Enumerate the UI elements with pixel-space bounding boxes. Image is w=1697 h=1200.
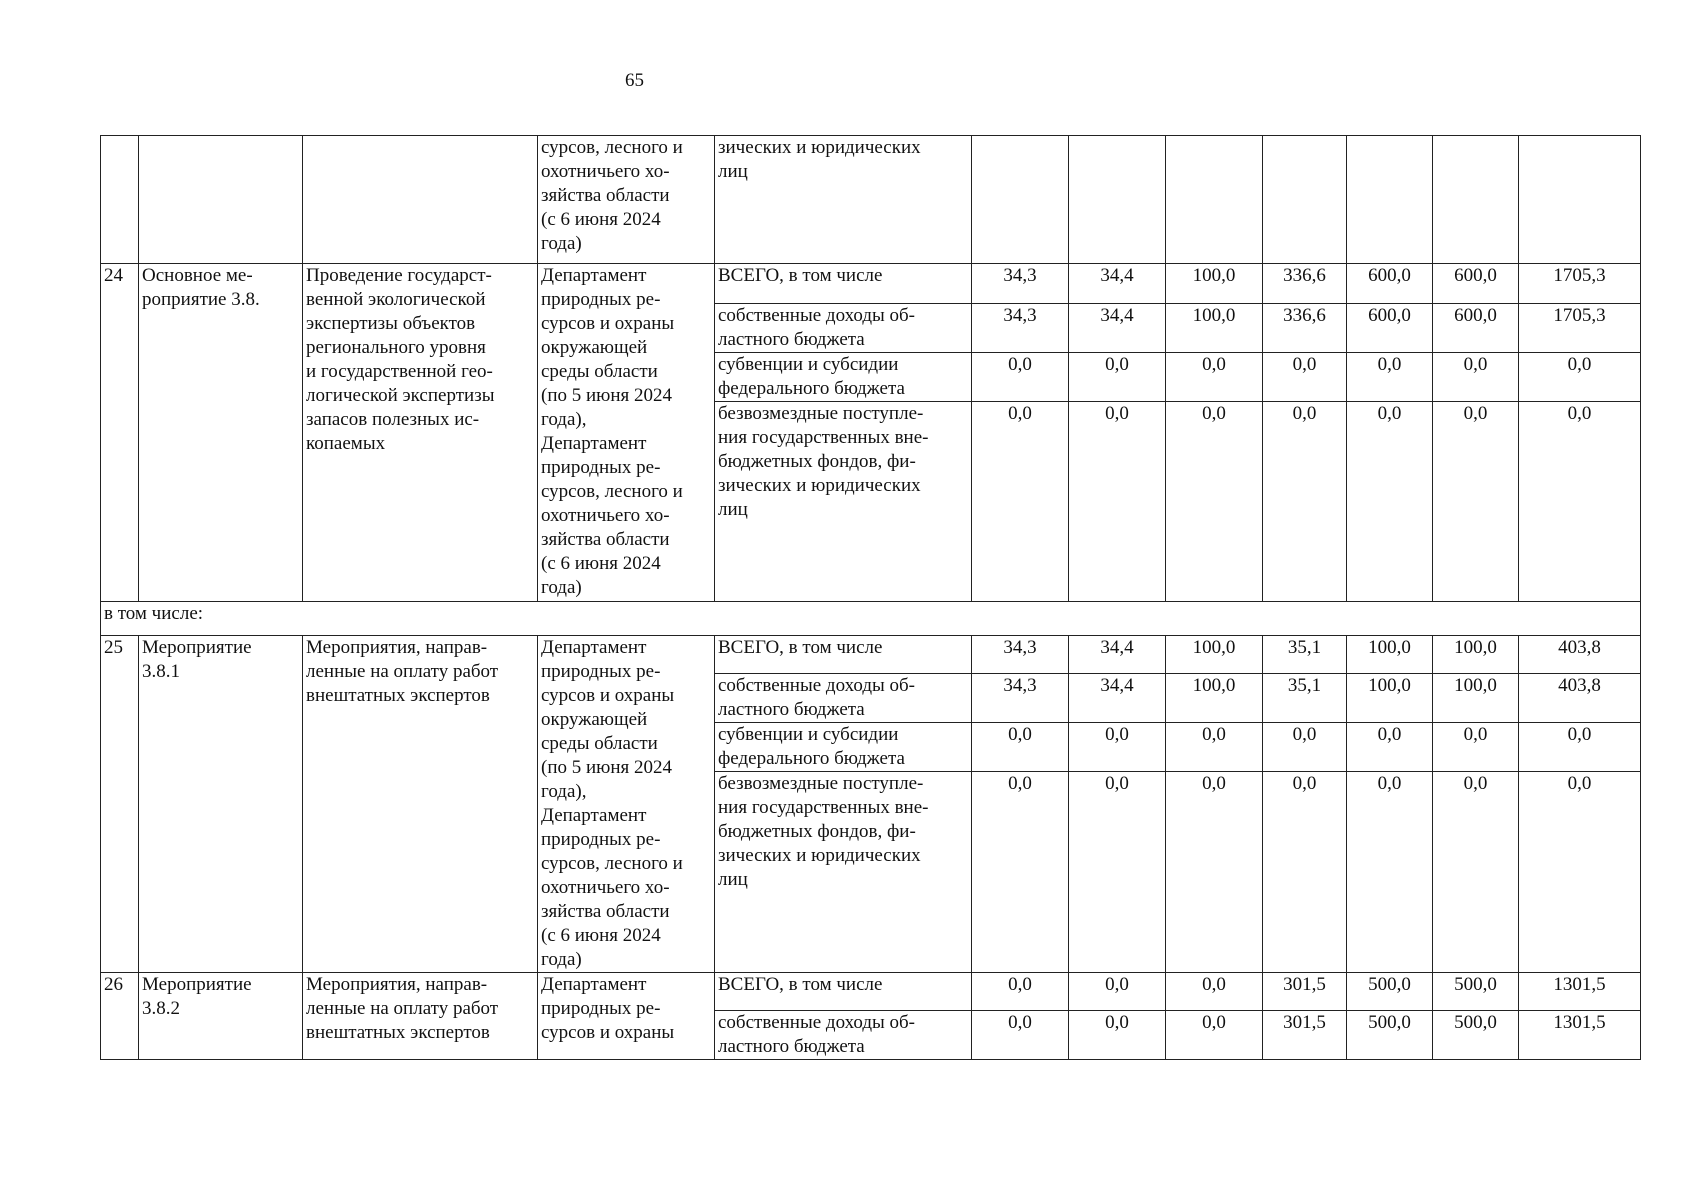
cell-value: 0,0 (1166, 402, 1263, 602)
cell-value: 0,0 (1263, 353, 1347, 402)
continuation-row (101, 136, 1641, 264)
cell-value: 1301,5 (1519, 973, 1641, 1011)
cell-value: 600,0 (1433, 304, 1519, 353)
cell-value: 0,0 (1347, 353, 1433, 402)
cell-value: 500,0 (1433, 1011, 1519, 1060)
cell-value (972, 136, 1069, 264)
cell-funding-source: субвенции и субсидии федерального бюджета (715, 723, 972, 772)
cell-measure (139, 136, 303, 264)
cell-funding-source: ВСЕГО, в том числе (715, 264, 972, 304)
cell-value: 600,0 (1347, 304, 1433, 353)
cell-value: 336,6 (1263, 264, 1347, 304)
cell-value: 34,4 (1069, 304, 1166, 353)
cell-funding-source: ВСЕГО, в том числе (715, 636, 972, 674)
cell-value: 0,0 (972, 772, 1069, 973)
cell-value: 35,1 (1263, 674, 1347, 723)
cell-no (101, 136, 139, 264)
cell-value: 0,0 (1166, 772, 1263, 973)
cell-description (303, 136, 538, 264)
cell-value: 0,0 (1433, 723, 1519, 772)
cell-value: 1705,3 (1519, 264, 1641, 304)
cell-value: 34,4 (1069, 674, 1166, 723)
table-row (101, 264, 1641, 304)
cell-value: 403,8 (1519, 674, 1641, 723)
cell-value: 600,0 (1347, 264, 1433, 304)
cell-value: 1301,5 (1519, 1011, 1641, 1060)
including-label: в том числе: (101, 602, 1641, 636)
cell-value (1519, 136, 1641, 264)
page-number: 65 (625, 70, 644, 91)
cell-value: 0,0 (1433, 402, 1519, 602)
cell-value: 0,0 (1069, 402, 1166, 602)
cell-value: 100,0 (1166, 636, 1263, 674)
cell-value: 0,0 (1347, 723, 1433, 772)
cell-value: 0,0 (1069, 1011, 1166, 1060)
cell-value: 100,0 (1166, 304, 1263, 353)
cell-value: 0,0 (1069, 353, 1166, 402)
cell-funding-source: собственные доходы об- ластного бюджета (715, 674, 972, 723)
table-row (101, 973, 1641, 1011)
cell-funding-source: зических и юридических лиц (715, 136, 972, 264)
cell-description: Мероприятия, направ- ленные на оплату работ внештатных экспертов (303, 973, 538, 1060)
cell-value: 500,0 (1347, 973, 1433, 1011)
cell-value: 0,0 (1347, 402, 1433, 602)
cell-responsible: сурсов, лесного и охотничьего хо- зяйства области (с 6 июня 2024 года) (538, 136, 715, 264)
cell-value: 34,4 (1069, 264, 1166, 304)
cell-no: 24 (101, 264, 139, 602)
cell-value: 1705,3 (1519, 304, 1641, 353)
cell-value: 100,0 (1166, 674, 1263, 723)
budget-table (100, 135, 1641, 1060)
cell-value: 34,3 (972, 264, 1069, 304)
cell-no: 26 (101, 973, 139, 1060)
cell-measure: Мероприятие 3.8.1 (139, 636, 303, 973)
cell-value: 100,0 (1433, 636, 1519, 674)
cell-funding-source: собственные доходы об- ластного бюджета (715, 304, 972, 353)
cell-value: 34,3 (972, 304, 1069, 353)
cell-value: 0,0 (1519, 723, 1641, 772)
cell-value: 34,3 (972, 674, 1069, 723)
cell-value: 0,0 (1069, 973, 1166, 1011)
table-row (101, 636, 1641, 674)
cell-funding-source: безвозмездные поступле- ния государственных вне- бюджетных фондов, фи- зических и юридических лиц (715, 772, 972, 973)
cell-value (1347, 136, 1433, 264)
cell-no: 25 (101, 636, 139, 973)
cell-value: 0,0 (1433, 772, 1519, 973)
cell-value: 0,0 (972, 1011, 1069, 1060)
cell-value: 34,4 (1069, 636, 1166, 674)
cell-value: 403,8 (1519, 636, 1641, 674)
cell-value: 0,0 (1166, 1011, 1263, 1060)
cell-funding-source: ВСЕГО, в том числе (715, 973, 972, 1011)
cell-value: 0,0 (1263, 723, 1347, 772)
cell-responsible: Департамент природных ре- сурсов и охраны (538, 973, 715, 1060)
cell-value: 0,0 (972, 353, 1069, 402)
cell-value: 0,0 (1519, 402, 1641, 602)
cell-description: Проведение государст- венной экологической экспертизы объектов регионального уровня и государственной гео- логической экспертизы запасов полезных ис- копаемых (303, 264, 538, 602)
cell-value: 100,0 (1166, 264, 1263, 304)
cell-value: 301,5 (1263, 1011, 1347, 1060)
cell-value: 100,0 (1347, 674, 1433, 723)
cell-value: 0,0 (1519, 353, 1641, 402)
cell-value: 100,0 (1347, 636, 1433, 674)
cell-value: 0,0 (1263, 772, 1347, 973)
cell-value: 0,0 (1166, 723, 1263, 772)
cell-value: 100,0 (1433, 674, 1519, 723)
cell-value: 600,0 (1433, 264, 1519, 304)
cell-value: 34,3 (972, 636, 1069, 674)
cell-value: 0,0 (1069, 772, 1166, 973)
cell-description: Мероприятия, направ- ленные на оплату работ внештатных экспертов (303, 636, 538, 973)
cell-responsible: Департамент природных ре- сурсов и охраны окружающей среды области (по 5 июня 2024 года), Департамент природных ре- сурсов, лесного и охотничьего хо- зяйства области (с 6 июня 2024 года) (538, 264, 715, 602)
including-row (101, 602, 1641, 636)
cell-value: 500,0 (1433, 973, 1519, 1011)
cell-measure: Основное ме- роприятие 3.8. (139, 264, 303, 602)
cell-value: 0,0 (972, 973, 1069, 1011)
cell-value: 0,0 (1069, 723, 1166, 772)
cell-value: 0,0 (1166, 353, 1263, 402)
cell-value: 0,0 (1263, 402, 1347, 602)
cell-value: 500,0 (1347, 1011, 1433, 1060)
cell-funding-source: собственные доходы об- ластного бюджета (715, 1011, 972, 1060)
cell-funding-source: субвенции и субсидии федерального бюджета (715, 353, 972, 402)
cell-responsible: Департамент природных ре- сурсов и охраны окружающей среды области (по 5 июня 2024 года), Департамент природных ре- сурсов, лесного и охотничьего хо- зяйства области (с 6 июня 2024 года) (538, 636, 715, 973)
cell-value: 301,5 (1263, 973, 1347, 1011)
cell-value: 0,0 (1347, 772, 1433, 973)
cell-value: 0,0 (1166, 973, 1263, 1011)
cell-value (1166, 136, 1263, 264)
cell-measure: Мероприятие 3.8.2 (139, 973, 303, 1060)
cell-value: 0,0 (1433, 353, 1519, 402)
cell-value (1263, 136, 1347, 264)
cell-value (1433, 136, 1519, 264)
cell-value: 0,0 (972, 723, 1069, 772)
cell-funding-source: безвозмездные поступле- ния государственных вне- бюджетных фондов, фи- зических и юридических лиц (715, 402, 972, 602)
cell-value: 336,6 (1263, 304, 1347, 353)
cell-value: 0,0 (1519, 772, 1641, 973)
cell-value (1069, 136, 1166, 264)
cell-value: 35,1 (1263, 636, 1347, 674)
cell-value: 0,0 (972, 402, 1069, 602)
